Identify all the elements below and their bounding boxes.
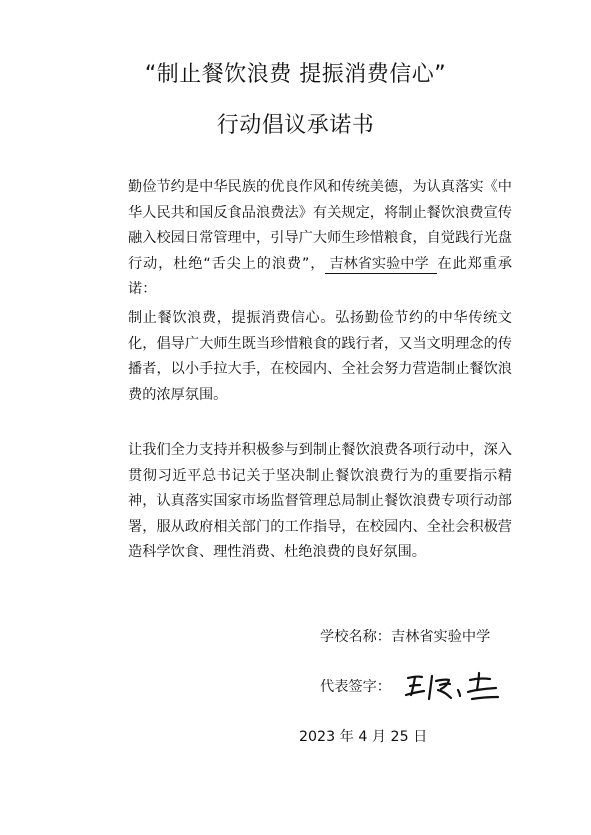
- school-name-label: 学校名称：: [320, 629, 391, 645]
- paragraph-commitment: 制止餐饮浪费，提振消费信心。弘扬勤俭节约的中华传统文化，倡导广大师生既当珍惜粮食的践行者，又当文明理念的传播者，以小手拉大手，在校园内、全社会努力营造制止餐饮浪费的浓厚氛围。: [128, 310, 512, 403]
- handwritten-signature: [402, 668, 502, 704]
- document-title: “制止餐饮浪费 提振消费信心”: [144, 62, 447, 87]
- school-name-value: 吉林省实验中学: [390, 629, 491, 645]
- intro-text: 勤俭节约是中华民族的优良作风和传统美德，为认真落实《中华人民共和国反食品浪费法》有关规定，将制止餐饮浪费宣传融入校园日常管理中，引导广大师生珍惜粮食，自觉践行光盘行动，杜绝“舌尖上的浪费”，: [128, 179, 512, 272]
- paragraph-intro: [100, 175, 512, 303]
- paragraph-action: 让我们全力支持并积极参与到制止餐饮浪费各项行动中，深入贯彻习近平总书记关于坚决制止餐饮浪费行为的重要指示精神，认真落实国家市场监督管理总局制止餐饮浪费专项行动部署，服从政府相关部门的工作指导，在校园内、全社会积极营造科学饮食、理性消费、杜绝浪费的良好氛围。: [128, 442, 512, 560]
- intro-text-end: 在此郑重承诺：: [128, 255, 512, 297]
- representative-label: 代表签字：: [320, 679, 391, 695]
- document-subtitle: 行动倡议承诺书: [216, 113, 375, 138]
- date-line: 2023 年 4 月 25 日: [299, 729, 428, 745]
- representative-row: [320, 677, 391, 697]
- school-name-fill: 吉林省实验中学: [325, 255, 436, 274]
- school-name-row: [320, 627, 490, 647]
